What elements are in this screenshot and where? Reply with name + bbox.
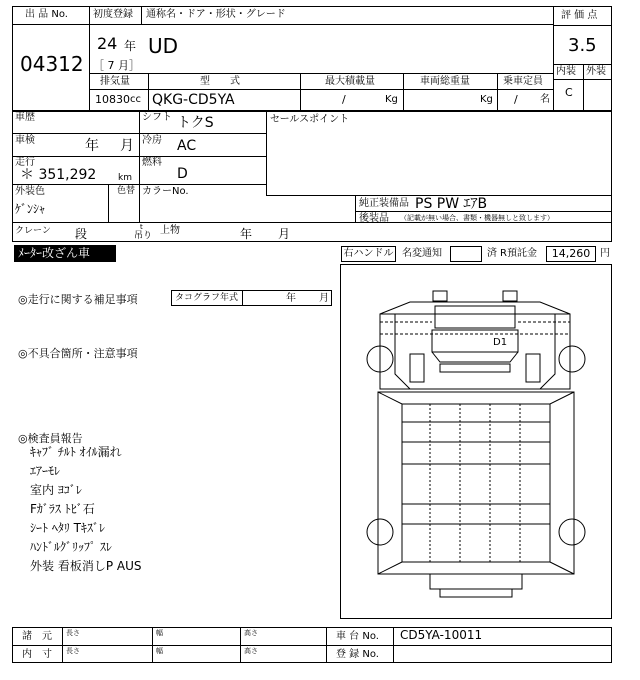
shift-label: シフト — [142, 112, 172, 123]
reg-label: 登 録 No. — [336, 649, 379, 660]
report-line: ｴｱｰﾓﾚ — [30, 464, 61, 478]
recycle-value: 14,260 — [546, 246, 596, 262]
capacity-value: / — [514, 93, 518, 106]
damage-mark: D1 — [493, 337, 508, 348]
divider — [12, 645, 612, 646]
report-line: ﾊﾝﾄﾞﾙｸﾞﾘｯﾌﾟ ｽﾚ — [30, 540, 112, 554]
max-load-unit: Kg — [385, 94, 398, 105]
width-label: 幅 — [156, 647, 163, 655]
body-label: 上物 — [160, 225, 180, 236]
lot-label: 出 品 No. — [25, 9, 68, 20]
mileage-unit: km — [118, 173, 132, 183]
model-value: QKG-CD5YA — [152, 92, 235, 108]
divider — [553, 25, 612, 26]
body-year-unit: 年 — [240, 227, 253, 241]
fuel-value: D — [177, 166, 188, 182]
fuel-label: 燃料 — [142, 157, 162, 168]
divider — [242, 290, 243, 306]
crane-stage-unit: 段 — [75, 227, 88, 241]
gross-weight-label: 車両総重量 — [420, 76, 470, 87]
genuine-equip-value: PS PW ｴｱB — [415, 196, 488, 212]
divider — [141, 6, 142, 24]
divider — [240, 627, 241, 663]
shaken-month-unit: 月 — [120, 138, 134, 154]
name-label: 通称名・ドア・形状・グレード — [146, 9, 286, 20]
interior-grade: C — [565, 86, 573, 99]
divider — [62, 627, 63, 663]
chassis-label: 車 台 No. — [336, 631, 379, 642]
lot-number: 04312 — [20, 52, 84, 76]
ac-label: 冷房 — [142, 135, 162, 146]
gross-weight-unit: Kg — [480, 94, 493, 105]
ac-value: AC — [177, 138, 197, 154]
tacho-month-unit: 月 — [319, 293, 329, 304]
displacement-unit: cc — [130, 94, 141, 105]
report-line: ｼｰﾄ ﾍﾀﾘ Tｷｽﾞﾚ — [30, 521, 105, 535]
divider — [497, 73, 498, 111]
car-name: UD — [148, 34, 179, 58]
tacho-year-unit: 年 — [286, 293, 296, 304]
divider — [553, 79, 612, 80]
divider — [139, 111, 140, 222]
chassis-value: CD5YA-10011 — [400, 628, 483, 642]
genuine-equip-label: 純正装備品 — [359, 198, 409, 209]
score-value: 3.5 — [568, 35, 597, 56]
shaken-year-unit: 年 — [85, 138, 99, 154]
max-load-value: / — [342, 93, 346, 106]
capacity-label: 乗車定員 — [503, 76, 543, 87]
divider — [89, 24, 553, 25]
crane-lift-unit: 吊り — [134, 231, 153, 241]
year-unit: 年 — [124, 39, 137, 53]
divider — [326, 627, 327, 663]
report-line: 外装 看板消しP AUS — [30, 559, 142, 573]
divider — [553, 6, 554, 111]
body-month-unit: 月 — [278, 227, 291, 241]
divider — [12, 133, 266, 134]
mileage-label: 走行 — [15, 157, 35, 168]
divider — [300, 73, 301, 111]
crane-label: クレーン — [15, 226, 51, 236]
score-label: 評 価 点 — [561, 10, 598, 21]
defects-title: ◎不具合箇所・注意事項 — [18, 347, 138, 360]
shaken-label: 車検 — [15, 135, 35, 146]
divider — [148, 73, 149, 111]
report-line: ｷｬﾌﾞ ﾁﾙﾄ ｵｲﾙ漏れ — [30, 445, 122, 459]
divider — [89, 89, 553, 90]
specs-label: 諸 元 — [22, 631, 52, 642]
mileage-value: ＊ 351,292 — [20, 167, 97, 183]
first-reg-year: 24 — [97, 34, 118, 53]
aftermarket-note: （記載が無い場合、書類・機器無しと致します） — [400, 214, 554, 222]
crane-ton-unit: t — [140, 223, 143, 231]
divider — [108, 184, 109, 222]
divider — [583, 64, 584, 111]
divider — [152, 627, 153, 663]
report-line: Fｶﾞﾗｽ ﾄﾋﾞ石 — [30, 502, 95, 516]
divider — [12, 222, 612, 223]
model-label: 型 式 — [200, 76, 240, 87]
length-label: 長さ — [66, 647, 80, 655]
recycle-label: R預託金 — [500, 248, 537, 259]
length-label: 長さ — [66, 629, 80, 637]
displacement-value: 10830 — [95, 93, 130, 106]
divider — [89, 6, 90, 111]
tachograph-label: タコグラフ年式 — [175, 293, 239, 303]
divider — [403, 73, 404, 111]
height-label: 高さ — [244, 647, 258, 655]
shift-value: トクS — [177, 115, 214, 131]
divider — [355, 195, 356, 222]
divider — [89, 73, 553, 74]
history-label: 車歴 — [15, 112, 35, 123]
name-change-label: 名変通知 — [402, 248, 442, 259]
report-line: 室内 ﾖｺﾞﾚ — [30, 483, 82, 497]
divider — [12, 184, 266, 185]
inspector-title: ◎検査員報告 — [18, 432, 83, 445]
max-load-label: 最大積載量 — [325, 76, 375, 87]
first-reg-label: 初度登録 — [93, 9, 133, 20]
divider — [553, 64, 612, 65]
right-handle-badge: 右ハンドル — [341, 246, 396, 262]
divider — [266, 111, 267, 195]
aftermarket-label: 後装品 — [359, 213, 389, 224]
divider — [393, 627, 394, 663]
first-reg-month: ［ 7 月］ — [93, 59, 140, 72]
divider — [12, 156, 266, 157]
inner-label: 内 寸 — [22, 649, 52, 660]
exterior-label: 外装 — [586, 66, 606, 77]
recycle-mark: 済 — [487, 248, 497, 259]
displacement-label: 排気量 — [100, 76, 130, 87]
recycle-unit: 円 — [600, 248, 610, 259]
name-change-box — [450, 246, 482, 262]
meter-tamper-badge: ﾒｰﾀｰ改ざん車 — [14, 245, 116, 262]
truck-diagram — [340, 264, 612, 619]
interior-label: 内装 — [556, 66, 576, 77]
ext-color-label: 外装色 — [15, 186, 45, 197]
driving-title: ◎走行に関する補足事項 — [18, 293, 138, 306]
ext-color-value: ｹﾞﾝｼｬ — [15, 202, 46, 216]
height-label: 高さ — [244, 629, 258, 637]
color-change-label: 色替 — [117, 186, 136, 196]
sales-point-label: セールスポイント — [270, 114, 350, 125]
width-label: 幅 — [156, 629, 163, 637]
divider — [12, 24, 89, 25]
color-code-label: カラーNo. — [142, 186, 189, 197]
capacity-unit: 名 — [540, 94, 550, 105]
